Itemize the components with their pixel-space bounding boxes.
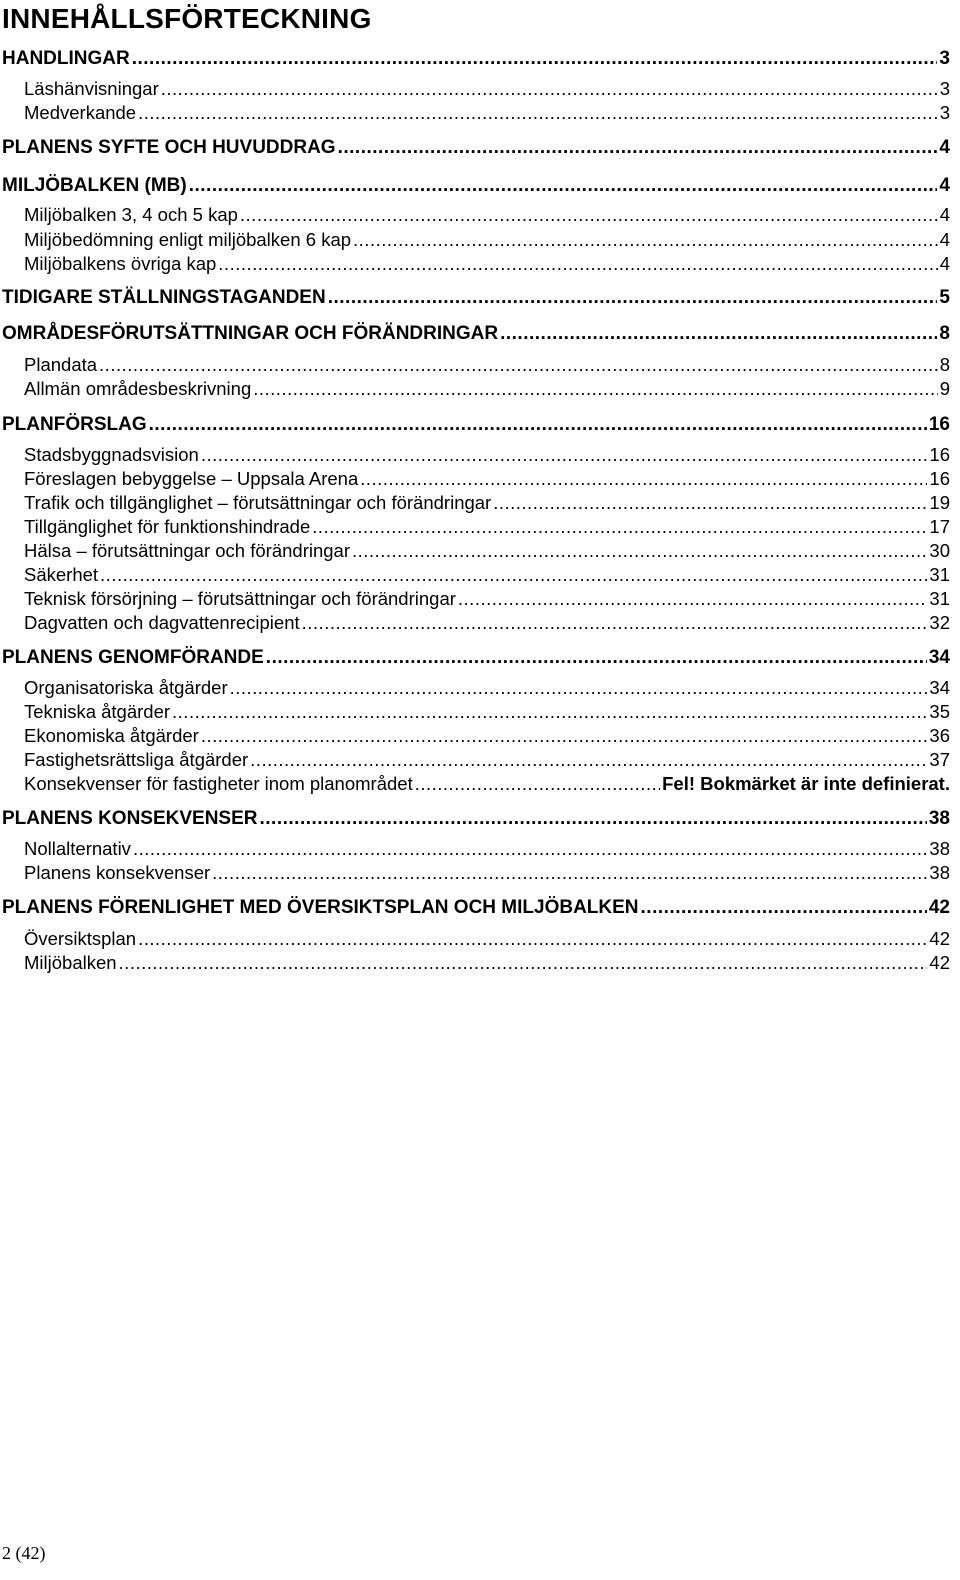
toc-entry-page-number: 16	[929, 468, 950, 489]
toc-entry-page-number: 16	[928, 414, 950, 435]
toc-entry-page-number: 3	[939, 78, 950, 99]
toc-title: INNEHÅLLSFÖRTECKNING	[2, 3, 372, 34]
toc-entry-label: Konsekvenser för fastigheter inom planområdet	[24, 773, 413, 794]
toc-entry-page-number: 31	[929, 588, 950, 609]
toc-entry-label: Allmän områdesbeskrivning	[24, 378, 252, 399]
dot-leader	[161, 78, 938, 100]
toc-entry-label: Säkerhet	[24, 564, 99, 585]
toc-entry-label: Dagvatten och dagvattenrecipient	[24, 612, 300, 633]
dot-leader	[641, 897, 927, 919]
dot-leader	[99, 354, 938, 376]
toc-entry-page-number: 4	[939, 137, 950, 158]
toc-entry-page-number: 32	[929, 612, 950, 633]
toc-entry-page-number: 5	[939, 287, 950, 308]
toc-entry-page-number: 38	[928, 808, 950, 829]
toc-entry-label: TIDIGARE STÄLLNINGSTAGANDEN	[2, 287, 326, 308]
toc-entry-page-number: Fel! Bokmärket är inte definierat.	[662, 773, 950, 794]
toc-entry[interactable]	[24, 540, 950, 562]
toc-entry-label: PLANFÖRSLAG	[2, 414, 147, 435]
dot-leader	[218, 253, 937, 275]
dot-leader	[133, 838, 927, 860]
toc-entry-page-number: 3	[939, 102, 950, 123]
dot-leader	[119, 952, 928, 974]
dot-leader	[493, 492, 927, 514]
dot-leader	[201, 725, 928, 747]
toc-entry[interactable]	[2, 897, 950, 919]
dot-leader	[230, 677, 928, 699]
toc-entry-page-number: 16	[929, 444, 950, 465]
toc-entry[interactable]	[24, 952, 950, 974]
toc-entry[interactable]	[24, 749, 950, 771]
toc-entry-label: Fastighetsrättsliga åtgärder	[24, 749, 249, 770]
toc-entry[interactable]	[2, 323, 950, 345]
dot-leader	[260, 808, 927, 830]
toc-entry[interactable]	[2, 175, 950, 197]
toc-entry-label: Medverkande	[24, 102, 137, 123]
toc-entry-page-number: 17	[929, 516, 950, 537]
toc-entry-page-number: 19	[929, 492, 950, 513]
toc-entry-label: PLANENS FÖRENLIGHET MED ÖVERSIKTSPLAN OCH MILJÖBALKEN	[2, 897, 639, 918]
toc-entry-label: Hälsa – förutsättningar och förändringar	[24, 540, 350, 561]
toc-entry[interactable]	[2, 287, 950, 309]
toc-entry[interactable]	[24, 468, 950, 490]
dot-leader	[189, 175, 938, 197]
toc-entry-page-number: 9	[939, 378, 950, 399]
dot-leader	[172, 701, 927, 723]
toc-entry-page-number: 4	[939, 253, 950, 274]
toc-entry-page-number: 4	[939, 175, 950, 196]
toc-entry-page-number: 30	[929, 540, 950, 561]
toc-entry[interactable]	[2, 808, 950, 830]
toc-entry[interactable]	[24, 838, 950, 860]
toc-entry-label: Föreslagen bebyggelse – Uppsala Arena	[24, 468, 359, 489]
dot-leader	[328, 287, 938, 309]
toc-entry-label: Plandata	[24, 354, 98, 375]
toc-entry[interactable]	[24, 588, 950, 610]
toc-entry[interactable]	[2, 414, 950, 436]
toc-entry-label: Läshänvisningar	[24, 78, 159, 99]
toc-entry-page-number: 8	[939, 354, 950, 375]
toc-entry-page-number: 36	[929, 725, 950, 746]
dot-leader	[338, 137, 938, 159]
toc-entry[interactable]	[2, 647, 950, 669]
toc-entry[interactable]	[24, 928, 950, 950]
dot-leader	[149, 414, 927, 436]
dot-leader	[415, 773, 660, 795]
toc-entry-label: Nollalternativ	[24, 838, 131, 859]
toc-entry[interactable]	[24, 862, 950, 884]
dot-leader	[458, 588, 928, 610]
dot-leader	[302, 612, 928, 634]
toc-entry-label: Ekonomiska åtgärder	[24, 725, 199, 746]
toc-entry-page-number: 38	[929, 862, 950, 883]
toc-entry-page-number: 42	[929, 928, 950, 949]
toc-entry[interactable]	[24, 229, 950, 251]
toc-entry[interactable]	[24, 516, 950, 538]
dot-leader	[253, 378, 937, 400]
toc-entry-page-number: 4	[939, 204, 950, 225]
toc-entry-page-number: 3	[939, 48, 950, 69]
dot-leader	[138, 102, 938, 124]
toc-entry[interactable]	[24, 492, 950, 514]
toc-entry[interactable]	[24, 354, 950, 376]
toc-entry[interactable]	[2, 137, 950, 159]
dot-leader	[266, 647, 927, 669]
toc-entry-label: Teknisk försörjning – förutsättningar och förändringar	[24, 588, 456, 609]
toc-entry-label: HANDLINGAR	[2, 48, 130, 69]
dot-leader	[201, 444, 928, 466]
toc-entry[interactable]	[24, 378, 950, 400]
toc-entry-page-number: 31	[929, 564, 950, 585]
toc-entry-label: Översiktsplan	[24, 928, 137, 949]
toc-entry-page-number: 42	[928, 897, 950, 918]
dot-leader	[132, 48, 938, 70]
dot-leader	[353, 229, 938, 251]
toc-entry[interactable]	[24, 102, 950, 124]
dot-leader	[240, 204, 938, 226]
toc-entry-label: Miljöbalkens övriga kap	[24, 253, 217, 274]
toc-entry-page-number: 37	[929, 749, 950, 770]
toc-entry-label: Tekniska åtgärder	[24, 701, 171, 722]
toc-entry-label: Stadsbyggnadsvision	[24, 444, 199, 465]
toc-entry[interactable]	[24, 253, 950, 275]
dot-leader	[212, 862, 927, 884]
toc-entry-page-number: 34	[929, 677, 950, 698]
toc-entry-page-number: 38	[929, 838, 950, 859]
toc-entry-page-number: 4	[939, 229, 950, 250]
toc-entry[interactable]	[2, 48, 950, 70]
toc-entry-label: PLANENS SYFTE OCH HUVUDDRAG	[2, 137, 336, 158]
toc-entry[interactable]	[24, 701, 950, 723]
toc-entry[interactable]	[24, 78, 950, 100]
toc-entry-label: Miljöbalken	[24, 952, 117, 973]
toc-entry-page-number: 35	[929, 701, 950, 722]
toc-entry[interactable]	[24, 773, 950, 795]
toc-entry[interactable]	[24, 444, 950, 466]
dot-leader	[138, 928, 927, 950]
toc-entry[interactable]	[24, 204, 950, 226]
toc-entry-page-number: 34	[928, 647, 950, 668]
toc-entry[interactable]	[24, 677, 950, 699]
toc-entry-label: Miljöbedömning enligt miljöbalken 6 kap	[24, 229, 352, 250]
page-number-footer: 2 (42)	[2, 1543, 46, 1563]
toc-entry-label: Planens konsekvenser	[24, 862, 211, 883]
dot-leader	[352, 540, 927, 562]
toc-entry[interactable]	[24, 725, 950, 747]
toc-entry-label: OMRÅDESFÖRUTSÄTTNINGAR OCH FÖRÄNDRINGAR	[2, 323, 499, 344]
dot-leader	[500, 323, 937, 345]
toc-entry-label: Trafik och tillgänglighet – förutsättningar och förändringar	[24, 492, 492, 513]
dot-leader	[360, 468, 927, 490]
toc-entry-label: PLANENS KONSEKVENSER	[2, 808, 258, 829]
dot-leader	[312, 516, 927, 538]
toc-entry-label: MILJÖBALKEN (MB)	[2, 175, 187, 196]
toc-entry-page-number: 42	[929, 952, 950, 973]
toc-entry-label: PLANENS GENOMFÖRANDE	[2, 647, 264, 668]
toc-entry-label: Tillgänglighet för funktionshindrade	[24, 516, 311, 537]
toc-entry-label: Miljöbalken 3, 4 och 5 kap	[24, 204, 238, 225]
toc-entry[interactable]	[24, 612, 950, 634]
toc-entry-page-number: 8	[939, 323, 950, 344]
dot-leader	[250, 749, 927, 771]
dot-leader	[100, 564, 927, 586]
toc-entry[interactable]	[24, 564, 950, 586]
toc-entry-label: Organisatoriska åtgärder	[24, 677, 228, 698]
